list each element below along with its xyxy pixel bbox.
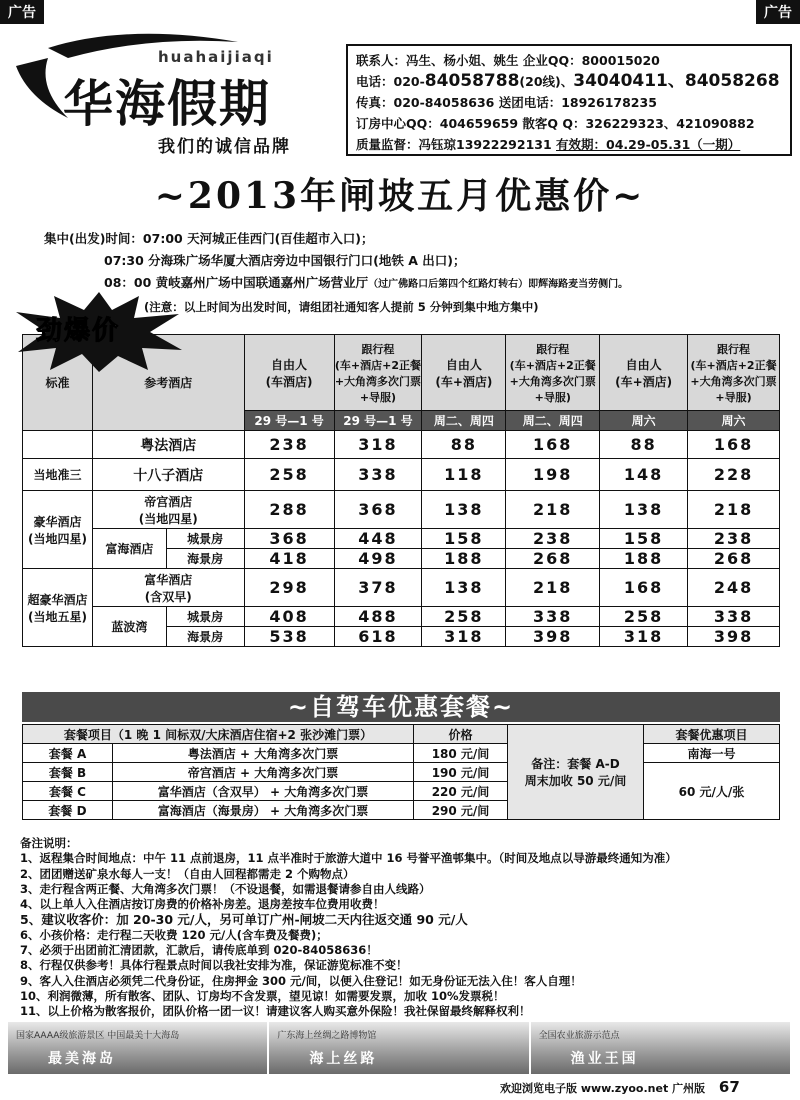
price-cell: 228 — [688, 459, 780, 491]
table-row — [23, 607, 780, 627]
th-tour-1: 跟行程 (车+酒店+2正餐+大角湾多次门票+导服) — [334, 335, 422, 411]
sd-price: 190 元/间 — [414, 763, 508, 782]
hotel-name: 帝宫酒店 (当地四星) — [92, 491, 244, 529]
list-item: 2、团团赠送矿泉水每人一支！（自由人回程都需走 2 个购物点） — [20, 866, 355, 881]
price-cell: 188 — [600, 549, 688, 569]
sd-desc: 富华酒店（含双早） + 大角湾多次门票 — [113, 782, 414, 801]
cat-local3: 当地准三 — [23, 459, 93, 491]
sub-4: 周二、周四 — [506, 411, 600, 431]
brand-latin: huahaijiaqi — [158, 48, 274, 66]
price-cell: 318 — [600, 627, 688, 647]
meeting-line-2: 07:30 分海珠广场华厦大酒店旁边中国银行门口(地铁 A 出口)； — [104, 253, 466, 268]
ad-tag-right: 广告 — [756, 0, 800, 24]
th-tour-3: 跟行程 (车+酒店+2正餐+大角湾多次门票+导服) — [688, 335, 780, 411]
sd-remark: 备注：套餐 A-D 周末加收 50 元/间 — [508, 725, 644, 820]
price-cell: 448 — [334, 529, 422, 549]
remarks — [20, 836, 790, 1020]
price-cell: 158 — [422, 529, 506, 549]
price-cell: 258 — [422, 607, 506, 627]
sub-2: 29 号—1 号 — [334, 411, 422, 431]
price-cell: 168 — [600, 569, 688, 607]
sd-extra-price: 60 元/人/张 — [644, 763, 780, 820]
burst-label: 劲爆价 — [36, 316, 121, 346]
table-row — [23, 431, 780, 459]
price-cell: 288 — [244, 491, 334, 529]
quality-supervisor: 质量监督：冯钰琼13922292131 — [356, 137, 557, 152]
table-row — [23, 491, 780, 529]
hotel-name: 富华酒店 (含双早) — [92, 569, 244, 607]
price-cell: 408 — [244, 607, 334, 627]
price-cell: 538 — [244, 627, 334, 647]
sd-name: 套餐 C — [23, 782, 113, 801]
ad-tag-left: 广告 — [0, 0, 44, 24]
hotel-name: 粤法酒店 — [92, 431, 244, 459]
price-cell: 338 — [688, 607, 780, 627]
price-cell: 138 — [422, 491, 506, 529]
list-item: 6、小孩价格：走行程二天收费 120 元/人(含车费及餐费)； — [20, 927, 328, 942]
table-row — [23, 529, 780, 549]
price-cell: 218 — [688, 491, 780, 529]
cat-empty — [23, 431, 93, 459]
sd-name: 套餐 A — [23, 744, 113, 763]
contact-quality — [356, 134, 782, 155]
price-cell: 268 — [506, 549, 600, 569]
price-table — [22, 334, 780, 647]
meeting-line-3-small: （过广佛路口后第四个红路灯转右）即辉海路麦当劳侧门。 — [368, 279, 629, 290]
price-cell: 158 — [600, 529, 688, 549]
price-cell: 88 — [422, 431, 506, 459]
price-cell: 398 — [688, 627, 780, 647]
sd-price: 220 元/间 — [414, 782, 508, 801]
contact-fax: 传真：020-84058636 送团电话：18926178235 — [356, 95, 657, 110]
phone-sep: 、 — [667, 71, 685, 91]
photo-island — [8, 1022, 269, 1074]
sd-th-price: 价格 — [414, 725, 508, 744]
contact-qq: 订房中心QQ：404659659 散客Q Q：326229323、421090882 — [356, 116, 755, 131]
room-type: 海景房 — [166, 627, 244, 647]
sub-3: 周二、周四 — [422, 411, 506, 431]
th-free-1: 自由人 (车酒店) — [244, 335, 334, 411]
th-hotel: 参考酒店 — [92, 335, 244, 431]
price-cell: 238 — [506, 529, 600, 549]
hotel-name: 富海酒店 — [92, 529, 166, 569]
price-cell: 318 — [422, 627, 506, 647]
sd-price: 290 元/间 — [414, 801, 508, 820]
th-free-3: 自由人 (车+酒店) — [600, 335, 688, 411]
price-cell: 398 — [506, 627, 600, 647]
sd-desc: 富海酒店（海景房） + 大角湾多次门票 — [113, 801, 414, 820]
hotel-name: 十八子酒店 — [92, 459, 244, 491]
price-cell: 238 — [244, 431, 334, 459]
price-cell: 258 — [600, 607, 688, 627]
page-number: 67 — [718, 1078, 740, 1096]
page-title: ~2013年闸坡五月优惠价~ — [154, 175, 646, 217]
price-cell: 418 — [244, 549, 334, 569]
cat-lux: 豪华酒店 (当地四星) — [23, 491, 93, 569]
photo-caption: 全国农业旅游示范点 — [538, 1031, 620, 1041]
sd-name: 套餐 D — [23, 801, 113, 820]
brand-slogan: 我们的诚信品牌 — [158, 137, 291, 157]
photo-museum — [269, 1022, 530, 1074]
list-item: 8、行程仅供参考！具体行程景点时间以我社安排为准，保证游览标准不变！ — [20, 958, 408, 973]
list-item: 9、客人入住酒店必须凭二代身份证，住房押金 300 元/间，以便入住登记！如无身份证无法入住！客人自理！ — [20, 973, 582, 988]
price-cell: 338 — [334, 459, 422, 491]
photo-strip — [8, 1022, 792, 1074]
sd-price: 180 元/间 — [414, 744, 508, 763]
sd-name: 套餐 B — [23, 763, 113, 782]
contact-people: 联系人：冯生、杨小姐、姚生 企业QQ：800015020 — [356, 53, 660, 68]
list-item: 1、返程集合时间地点：中午 11 点前退房，11 点半准时于旅游大道中 16 号誉平渔邨集中。（时间及地点以导游最终通知为准） — [20, 851, 677, 866]
price-cell: 258 — [244, 459, 334, 491]
self-drive-banner: ~自驾车优惠套餐~ — [22, 692, 780, 722]
hotel-name: 蓝波湾 — [92, 607, 166, 647]
photo-caption: 国家AAAA级旅游景区 中国最美十大海岛 — [16, 1031, 180, 1041]
phone-prefix: 电话：020- — [356, 74, 425, 89]
price-cell: 488 — [334, 607, 422, 627]
price-cell: 118 — [422, 459, 506, 491]
room-type: 城景房 — [166, 529, 244, 549]
room-type: 海景房 — [166, 549, 244, 569]
price-cell: 218 — [506, 491, 600, 529]
brand-name: 华海假期 — [63, 74, 271, 133]
phone-2: 34040411 — [573, 71, 668, 91]
cat-super: 超豪华酒店 (当地五星) — [23, 569, 93, 647]
price-cell: 168 — [506, 431, 600, 459]
price-cell: 498 — [334, 549, 422, 569]
meeting-note: (注意：以上时间为出发时间，请组团社通知客人提前 5 分钟到集中地方集中) — [144, 300, 539, 314]
price-cell: 298 — [244, 569, 334, 607]
meeting-line-3-main: 08：00 黄岐嘉州广场中国联通嘉州广场营业厅 — [104, 275, 369, 290]
th-standard: 标准 — [23, 335, 93, 431]
price-cell: 218 — [506, 569, 600, 607]
th-tour-2: 跟行程 (车+酒店+2正餐+大角湾多次门票+导服) — [506, 335, 600, 411]
photo-title: 最美海岛 — [48, 1051, 116, 1067]
list-item: 4、以上单人入住酒店按订房费的价格补房差。退房差按车位费用收费！ — [20, 897, 385, 912]
price-cell: 268 — [688, 549, 780, 569]
list-item: 7、必须于出团前汇清团款，汇款后，请传底单到 020-84058636！ — [20, 943, 378, 958]
photo-title: 海上丝路 — [309, 1051, 378, 1067]
brand-logo — [8, 28, 338, 156]
photo-fishery — [531, 1022, 792, 1074]
price-cell: 198 — [506, 459, 600, 491]
contact-phone — [356, 71, 782, 92]
contact-box — [346, 44, 792, 156]
table-row — [23, 569, 780, 607]
validity-period: 有效期：04.29-05.31（一期） — [556, 137, 741, 152]
photo-title: 渔业王国 — [570, 1051, 639, 1067]
table-row — [23, 459, 780, 491]
price-cell: 148 — [600, 459, 688, 491]
price-cell: 88 — [600, 431, 688, 459]
sd-extra-name: 南海一号 — [644, 744, 780, 763]
price-cell: 378 — [334, 569, 422, 607]
sub-5: 周六 — [600, 411, 688, 431]
list-item: 3、走行程含两正餐、大角湾多次门票！（不设退餐，如需退餐请参自由人线路） — [20, 881, 431, 896]
sd-th-item: 套餐项目（1 晚 1 间标双/大床酒店住宿+2 张沙滩门票） — [23, 725, 414, 744]
remarks-heading: 备注说明： — [20, 836, 78, 850]
price-cell: 248 — [688, 569, 780, 607]
phone-1: 84058788 — [424, 71, 520, 91]
meeting-line-1: 集中(出发)时间：07:00 天河城正佳西门(百佳超市入口)； — [44, 231, 374, 246]
sd-desc: 帝宫酒店 + 大角湾多次门票 — [113, 763, 414, 782]
table-row — [23, 744, 780, 763]
footer-text: 欢迎浏览电子版 www.zyoo.net — [500, 1082, 669, 1095]
self-drive-table — [22, 724, 780, 820]
price-cell: 318 — [334, 431, 422, 459]
list-item: 10、利润微薄，所有散客、团队、订房均不含发票，望见谅！如需要发票，加收 10%发票税！ — [20, 988, 505, 1003]
sd-desc: 粤法酒店 + 大角湾多次门票 — [113, 744, 414, 763]
table-row — [23, 763, 780, 782]
phone-3: 84058268 — [684, 71, 780, 91]
price-cell: 238 — [688, 529, 780, 549]
price-cell: 338 — [506, 607, 600, 627]
price-cell: 618 — [334, 627, 422, 647]
room-type: 城景房 — [166, 607, 244, 627]
photo-caption: 广东海上丝绸之路博物馆 — [277, 1031, 377, 1041]
footer-city: 广州版 — [672, 1082, 706, 1095]
price-cell: 168 — [688, 431, 780, 459]
sub-6: 周六 — [688, 411, 780, 431]
phone-mid: (20线)、 — [519, 74, 574, 89]
price-cell: 138 — [600, 491, 688, 529]
price-cell: 138 — [422, 569, 506, 607]
price-cell: 188 — [422, 549, 506, 569]
price-cell: 368 — [334, 491, 422, 529]
price-cell: 368 — [244, 529, 334, 549]
sd-th-extra: 套餐优惠项目 — [644, 725, 780, 744]
th-free-2: 自由人 (车+酒店) — [422, 335, 506, 411]
footer — [500, 1078, 740, 1096]
list-item: 5、建议收客价：加 20-30 元/人，另可单订广州-闸坡二天内往返交通 90 元/人 — [20, 912, 468, 928]
header — [8, 28, 792, 156]
list-item: 11、以上价格为散客报价，团队价格一团一议！请建议客人购买意外保险！我社保留最终解释权利！ — [20, 1004, 531, 1019]
sub-1: 29 号—1 号 — [244, 411, 334, 431]
